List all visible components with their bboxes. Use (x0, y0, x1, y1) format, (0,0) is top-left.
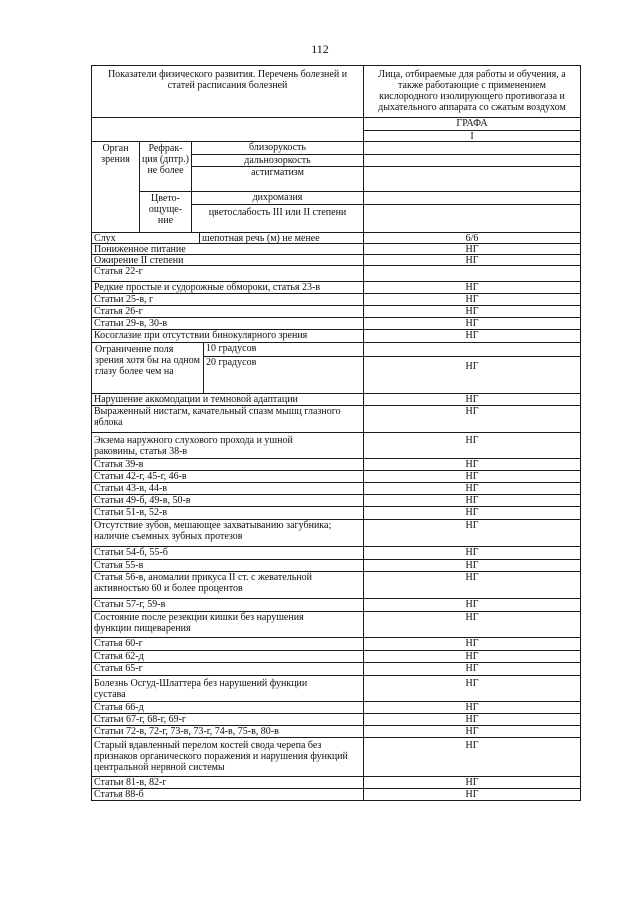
row-label: Статья 26-г (91, 305, 364, 318)
value-cell (363, 191, 581, 205)
row-value: НГ (363, 598, 581, 612)
row-value: НГ (363, 788, 581, 801)
hearing-detail: шепотная речь (м) не менее (199, 232, 364, 244)
row-value: НГ (363, 317, 581, 330)
refraction-cell: Рефрак-ция (дптр.) не более (139, 141, 192, 192)
row-label: Пониженное питание (91, 243, 364, 255)
field-20-degrees: 20 градусов (203, 356, 364, 394)
row-value: НГ (363, 243, 581, 255)
row-value: НГ (363, 470, 581, 483)
row-value: НГ (363, 725, 581, 738)
row-value: НГ (363, 432, 581, 459)
row-value: НГ (363, 776, 581, 789)
row-label: Статьи 81-в, 82-г (91, 776, 364, 789)
row-label: Ожирение II степени (91, 254, 364, 266)
row-label: Статьи 51-в, 52-в (91, 506, 364, 520)
row-value: НГ (363, 713, 581, 726)
row-value: НГ (363, 737, 581, 777)
row-label: Нарушение аккомодации и темновой адаптации (91, 393, 364, 406)
row-value: НГ (363, 637, 581, 651)
value-cell (363, 166, 581, 192)
row-label: Статьи 57-г, 59-в (91, 598, 364, 612)
grafa-label: ГРАФА (363, 117, 581, 131)
hyperopia-cell: дальнозоркость (191, 154, 364, 167)
header-right-cell: Лица, отбираемые для работы и обучения, а также работающие с применением кислородного изолирующего противогаза и дыхательного аппарата со сжатым воздухом (363, 65, 581, 118)
field-value: НГ (363, 356, 581, 394)
hearing-label: Слух (91, 232, 200, 244)
row-value: НГ (363, 571, 581, 599)
column-number: I (363, 130, 581, 142)
row-label: Состояние после резекции кишки без нарушения функции пищеварения (91, 611, 364, 638)
row-value: НГ (363, 458, 581, 471)
hearing-value: 6/6 (363, 232, 581, 244)
row-label: Статья 65-г (91, 662, 364, 676)
row-label: Выраженный нистагм, качательный спазм мышц глазного яблока (91, 405, 364, 433)
row-label: Статьи 29-в, 30-в (91, 317, 364, 330)
row-label: Статьи 67-г, 68-г, 69-г (91, 713, 364, 726)
row-value: НГ (363, 650, 581, 663)
row-value: НГ (363, 482, 581, 495)
row-value: НГ (363, 494, 581, 507)
row-label: Экзема наружного слухового прохода и ушной раковины, статья 38-в (91, 432, 364, 459)
row-label: Косоглазие при отсутствии бинокулярного зрения (91, 329, 364, 343)
row-value: НГ (363, 611, 581, 638)
row-value: НГ (363, 281, 581, 294)
myopia-cell: близорукость (191, 141, 364, 155)
value-cell (363, 342, 581, 357)
row-value: НГ (363, 393, 581, 406)
field-10-degrees: 10 градусов (203, 342, 364, 357)
row-label: Статьи 25-в, г (91, 293, 364, 306)
row-value: НГ (363, 662, 581, 676)
row-label: Статьи 49-б, 49-в, 50-в (91, 494, 364, 507)
row-label: Статья 39-в (91, 458, 364, 471)
row-label: Болезнь Осгуд-Шлаттера без нарушений функции сустава (91, 675, 364, 702)
value-cell (363, 204, 581, 233)
row-label: Статья 88-б (91, 788, 364, 801)
row-label: Статьи 42-г, 45-г, 46-в (91, 470, 364, 483)
row-value: НГ (363, 546, 581, 560)
page-number: 112 (311, 42, 329, 56)
row-value: НГ (363, 519, 581, 547)
row-label: Статьи 54-б, 55-б (91, 546, 364, 560)
row-value: НГ (363, 254, 581, 266)
row-value: НГ (363, 305, 581, 318)
row-label: Статья 60-г (91, 637, 364, 651)
field-restriction-label: Ограничение поля зрения хотя бы на одном глазу более чем на (91, 342, 204, 394)
row-value: НГ (363, 329, 581, 343)
row-value (363, 265, 581, 282)
row-value: НГ (363, 559, 581, 572)
row-label: Статьи 72-в, 72-г, 73-в, 73-г, 74-в, 75-в, 80-в (91, 725, 364, 738)
row-label: Статья 62-д (91, 650, 364, 663)
row-label: Статьи 43-в, 44-в (91, 482, 364, 495)
row-label: Редкие простые и судорожные обмороки, статья 23-в (91, 281, 364, 294)
row-label: Статья 55-в (91, 559, 364, 572)
row-label: Отсутствие зубов, мешающее захватыванию загубника; наличие съемных зубных протезов (91, 519, 364, 547)
header-blank-cell (91, 117, 364, 142)
row-value: НГ (363, 506, 581, 520)
row-label: Статья 22-г (91, 265, 364, 282)
row-label: Статья 56-в, аномалии прикуса II ст. с жевательной активностью 60 и более процентов (91, 571, 364, 599)
row-label: Статья 66-д (91, 701, 364, 714)
row-value: НГ (363, 675, 581, 702)
row-value: НГ (363, 293, 581, 306)
header-left-cell: Показатели физического развития. Перечень болезней и статей расписания болезней (91, 65, 364, 118)
value-cell (363, 141, 581, 155)
dichromasy-cell: дихромазия (191, 191, 364, 205)
color-weakness-cell: цветослабость III или II степени (191, 204, 364, 233)
organ-zreniya-cell: Орган зрения (91, 141, 140, 233)
color-perception-cell: Цвето-ощуще-ние (139, 191, 192, 233)
row-label: Старый вдавленный перелом костей свода черепа без признаков органического поражения и нарушения функций центральной нервной системы (91, 737, 364, 777)
astigmatism-cell: астигматизм (191, 166, 364, 192)
row-value: НГ (363, 701, 581, 714)
row-value: НГ (363, 405, 581, 433)
